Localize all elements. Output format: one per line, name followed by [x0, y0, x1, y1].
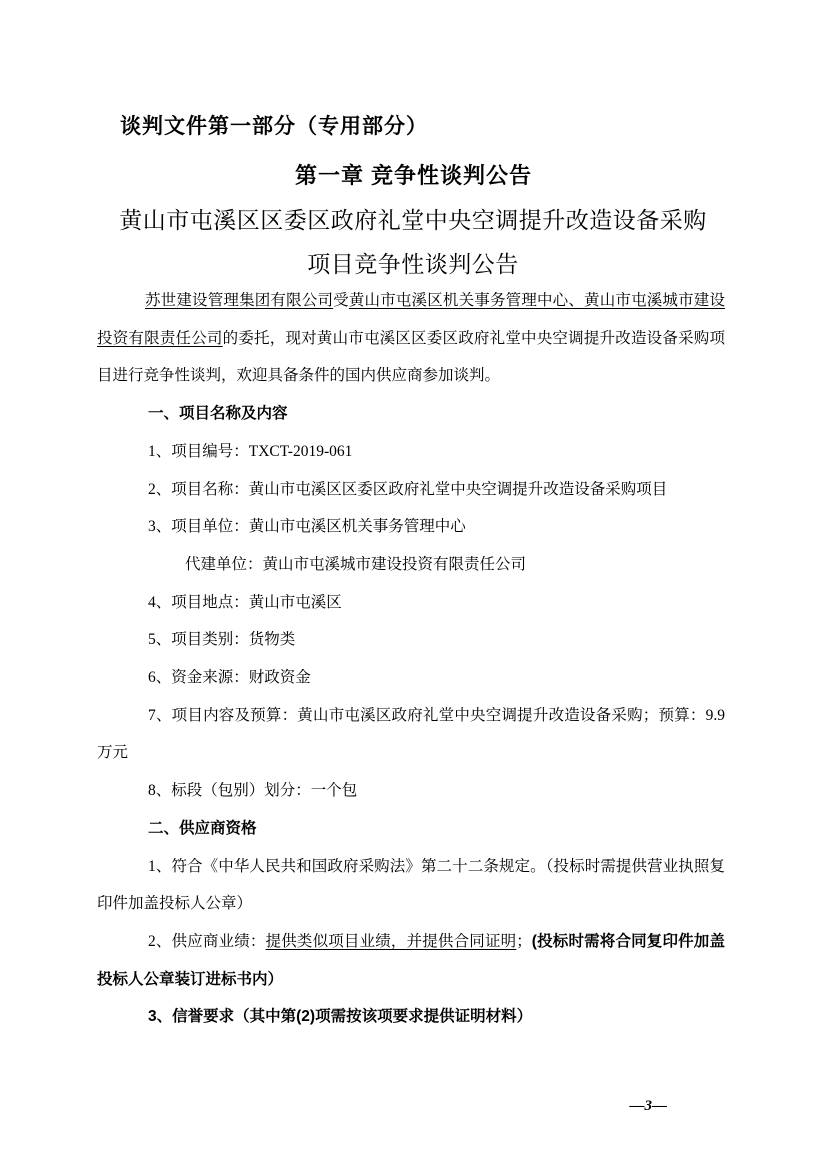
project-item-funding: 6、资金来源：财政资金	[148, 669, 311, 687]
performance-bold-note: (投标时需将合同复印件加盖投标人公章装订进标书内）	[97, 932, 725, 988]
performance-prefix: 2、供应商业绩：	[148, 932, 266, 950]
document-body	[97, 282, 725, 1036]
qualification-item-law: 1、符合《中华人民共和国政府采购法》第二十二条规定。（投标时需提供营业执照复印件加盖投标人公章）	[97, 857, 725, 913]
part-title: 谈判文件第一部分（专用部分）	[120, 115, 428, 138]
project-item-location: 4、项目地点：黄山市屯溪区	[148, 593, 342, 611]
purchaser-names: 黄山市屯溪区机关事务管理中心、黄山市屯溪城市建设投资有限责任公司	[97, 292, 725, 347]
intro-tail: 的委托，现对黄山市屯溪区区委区政府礼堂中央空调提升改造设备采购项目进行竞争性谈判，欢迎具备条件的国内供应商参加谈判。	[97, 329, 725, 385]
project-item-number: 1、项目编号：TXCT-2019-061	[148, 442, 353, 460]
section1-heading: 一、项目名称及内容	[148, 405, 288, 423]
project-item-content-budget: 7、项目内容及预算：黄山市屯溪区政府礼堂中央空调提升改造设备采购；预算：9.9万元	[97, 706, 725, 762]
intro-connector: 受	[333, 292, 349, 309]
performance-requirement: 提供类似项目业绩，并提供合同证明	[265, 932, 517, 950]
section2-heading: 二、供应商资格	[148, 819, 257, 837]
chapter-title: 第一章 竞争性谈判公告	[294, 163, 533, 188]
intro-paragraph	[97, 282, 725, 395]
project-item-name: 2、项目名称：黄山市屯溪区区委区政府礼堂中央空调提升改造设备采购项目	[148, 480, 668, 498]
project-item-lot-division: 8、标段（包别）划分：一个包	[148, 782, 358, 800]
qualification-item-credit: 3、信誉要求（其中第(2)项需按该项要求提供证明材料）	[148, 1008, 533, 1026]
project-title: 黄山市屯溪区区委区政府礼堂中央空调提升改造设备采购项目竞争性谈判公告	[119, 207, 707, 277]
agent-company-name: 苏世建设管理集团有限公司	[145, 292, 334, 309]
page-number: —3—	[629, 1098, 667, 1114]
project-item-agent-construction-unit: 代建单位：黄山市屯溪城市建设投资有限责任公司	[185, 555, 527, 573]
performance-separator: ；	[516, 932, 532, 950]
qualification-item-performance	[97, 923, 725, 998]
project-item-category: 5、项目类别：货物类	[148, 631, 296, 649]
project-item-unit: 3、项目单位：黄山市屯溪区机关事务管理中心	[148, 518, 466, 536]
